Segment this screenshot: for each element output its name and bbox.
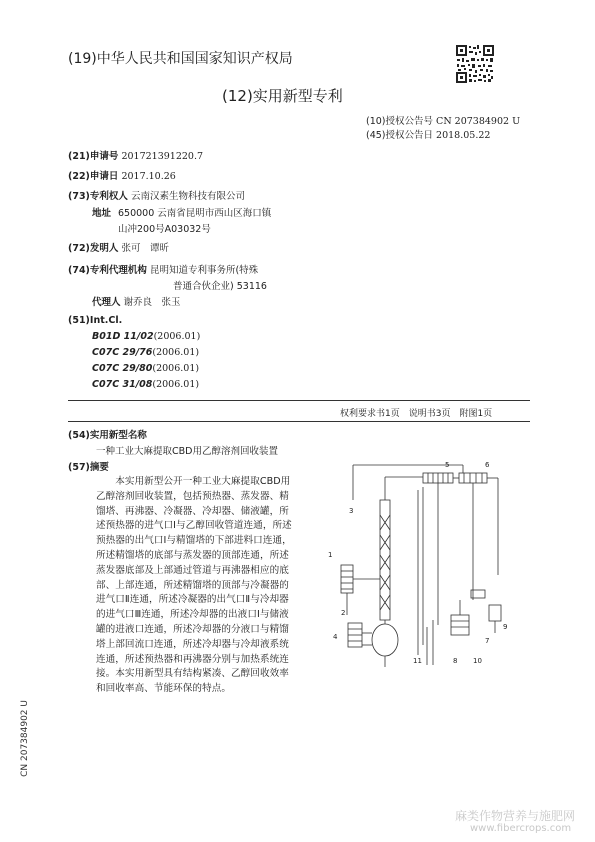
- inventor-value: 张可 谭昕: [121, 243, 169, 254]
- figure-label: 1: [328, 551, 333, 559]
- intcl-code: C07C 29/80: [92, 363, 153, 374]
- figure-label: 6: [485, 461, 490, 469]
- watermark-url: www.fibercrops.com: [470, 823, 572, 834]
- agency-label: (74)专利代理机构: [68, 265, 147, 276]
- utility-model-title: 一种工业大麻提取CBD用乙醇溶剂回收装置: [96, 446, 278, 457]
- figure-label: 3: [349, 507, 354, 515]
- agent-label: 代理人: [92, 297, 121, 308]
- pub-no-line: [366, 113, 520, 127]
- agency-line: [68, 262, 258, 276]
- abstract-text: 本实用新型公开一种工业大麻提取CBD用乙醇溶剂回收装置，包括预热器、蒸发器、精馏塔、再沸器、冷凝器、冷却器、储液罐，所述预热器的进气口Ⅰ与乙醇回收管道连通，所述预热器的出气口Ⅰ与精馏塔的下部进料口连通，所述精馏塔的底部与蒸发器的顶部连通，所述蒸发器底部及上部通过管道与再沸器相应的底部、上部连通，所述精馏塔的顶部与冷凝器的进气口Ⅱ连通，所述冷凝器的出气口Ⅱ与冷却器的进气口Ⅲ连通，所述冷却器的出液口Ⅰ与储液罐的进液口连通，所述冷却器的分液口与精馏塔上部回流口连通，所述冷却器与冷却液系统连通，所述预热器和再沸器分别与加热系统连接。本实用新型具有结构紧凑、乙醇回收效率和回收率高、节能环保的特点。: [96, 476, 292, 695]
- app-no-label: (21)申请号: [68, 151, 119, 162]
- abstract-label: (57)摘要: [68, 462, 109, 473]
- pub-date-value: 2018.05.22: [436, 130, 491, 141]
- address-label: 地址: [92, 208, 112, 219]
- patentee-line: [68, 188, 245, 202]
- intcl-year: (2006.01): [152, 379, 200, 390]
- intcl-row: [92, 363, 199, 374]
- agency-value-2: 普通合伙企业) 53116: [173, 281, 267, 292]
- intcl-year: (2006.01): [152, 347, 200, 358]
- patentee-label: (73)专利权人: [68, 191, 128, 202]
- intcl-code: C07C 29/76: [92, 347, 153, 358]
- app-no-value: 201721391220.7: [121, 151, 204, 162]
- intcl-label: (51)Int.Cl.: [68, 315, 123, 326]
- filing-date-value: 2017.10.26: [121, 171, 176, 182]
- intcl-row: [92, 379, 199, 390]
- pub-no-value: CN 207384902 U: [436, 116, 521, 127]
- figure-label: 8: [453, 657, 458, 665]
- address-line-2: 山冲200号A03032号: [118, 224, 211, 235]
- pub-no-label: (10)授权公告号: [366, 116, 434, 127]
- divider-top: [68, 400, 530, 401]
- authority-title: (19)中华人民共和国国家知识产权局: [68, 51, 293, 67]
- qr-code-icon: [455, 44, 495, 84]
- divider-bottom: [68, 421, 530, 422]
- inventor-line: [68, 240, 169, 254]
- intcl-year: (2006.01): [153, 331, 201, 342]
- intcl-code: B01D 11/02: [92, 331, 154, 342]
- app-no-line: [68, 148, 203, 162]
- filing-date-label: (22)申请日: [68, 171, 119, 182]
- agent-value: 谢乔良 张玉: [123, 297, 181, 308]
- patentee-value: 云南汉素生物科技有限公司: [130, 191, 245, 202]
- figure-label: 5: [445, 461, 450, 469]
- side-pub-no: CN 207384902 U: [20, 700, 30, 777]
- filing-date-line: [68, 168, 176, 182]
- agent-line: [92, 294, 181, 308]
- figure-label: 7: [485, 637, 490, 645]
- inventor-label: (72)发明人: [68, 243, 119, 254]
- watermark-text: 麻类作物营养与施肥网: [455, 809, 576, 823]
- pages-info: 权利要求书1页 说明书3页 附图1页: [340, 409, 493, 419]
- figure-label: 11: [413, 657, 422, 665]
- address-line-1: 650000 云南省昆明市西山区海口镇: [118, 208, 272, 219]
- figure-label: 9: [503, 623, 508, 631]
- figure-label: 2: [341, 609, 346, 617]
- intcl-row: [92, 347, 199, 358]
- agency-value-1: 昆明知道专利事务所(特殊: [149, 265, 259, 276]
- pub-date-label: (45)授权公告日: [366, 130, 434, 141]
- title-label: (54)实用新型名称: [68, 430, 147, 441]
- intcl-row: [92, 331, 200, 342]
- pub-date-line: [366, 127, 490, 141]
- patent-type-title: (12)实用新型专利: [222, 87, 343, 105]
- figure-label: 10: [473, 657, 482, 665]
- apparatus-figure: [323, 455, 513, 680]
- intcl-code: C07C 31/08: [92, 379, 153, 390]
- figure-label: 4: [333, 633, 338, 641]
- intcl-year: (2006.01): [152, 363, 200, 374]
